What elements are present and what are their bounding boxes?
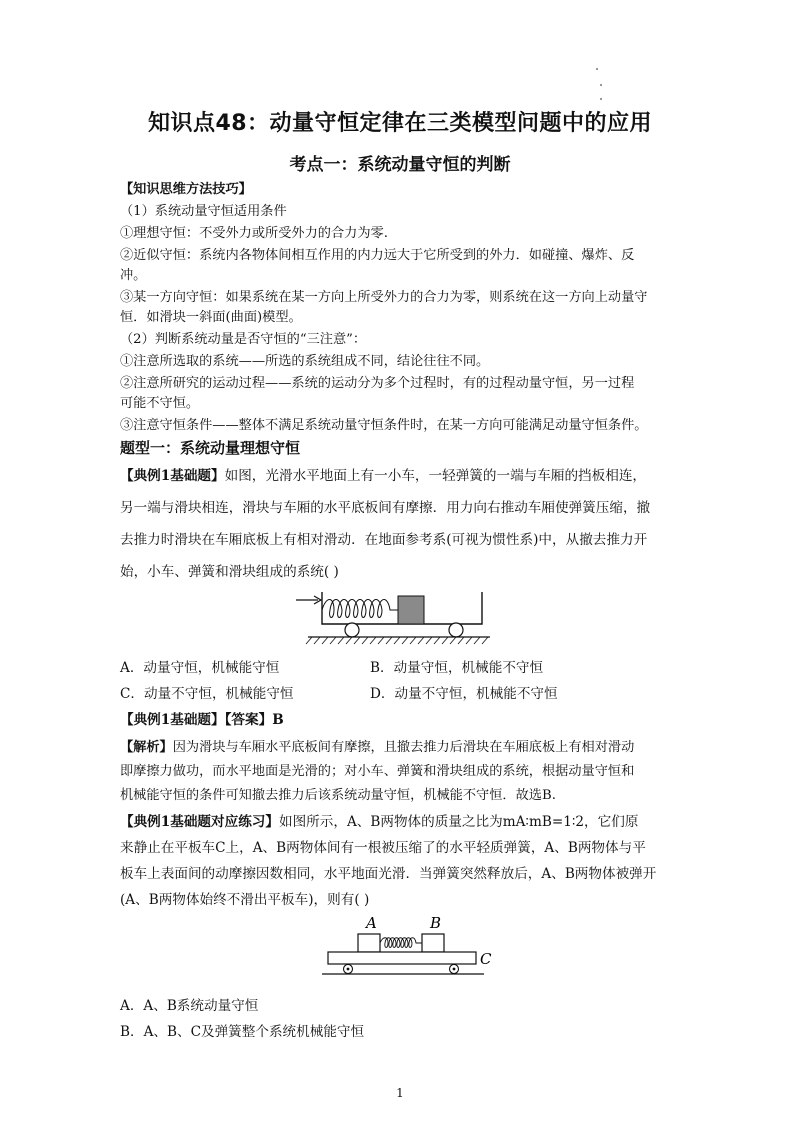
practice-option-a: A．A、B系统动量守恒 bbox=[120, 998, 259, 1014]
label-a: A bbox=[366, 914, 377, 932]
wheel-icon bbox=[345, 623, 359, 637]
practice-text: 如图所示，A、B两物体的质量之比为mA∶mB=1∶2，它们原 bbox=[279, 814, 639, 830]
answer-line bbox=[120, 710, 700, 730]
analysis-text: 因为滑块与车厢水平底板间有摩擦，且撤去推力后滑块在车厢底板上有相对滑动 bbox=[172, 740, 635, 755]
example1-option-d: D．动量不守恒，机械能不守恒 bbox=[370, 686, 558, 702]
example1-text: 如图，光滑水平地面上有一小车，一轻弹簧的一端与车厢的挡板相连， bbox=[224, 468, 647, 484]
label-c: C bbox=[480, 950, 492, 968]
practice-line: (A、B两物体始终不滑出平板车)，则有( ) bbox=[120, 892, 370, 908]
analysis-tag: 【解析】 bbox=[120, 740, 173, 755]
wheel-icon bbox=[449, 623, 463, 637]
method-line: 恒．如滑块一斜面(曲面)模型。 bbox=[120, 310, 302, 325]
plate-cart-figure bbox=[318, 910, 498, 980]
cart-spring-figure bbox=[290, 586, 500, 650]
answer-tag: 【典例1基础题】【答案】 bbox=[120, 712, 273, 728]
method-heading: 【知识思维方法技巧】 bbox=[120, 182, 252, 197]
label-b: B bbox=[430, 914, 442, 932]
method-line: ③注意守恒条件——整体不满足系统动量守恒条件时，在某一方向可能满足动量守恒条件。 bbox=[120, 418, 648, 433]
method-line: ②近似守恒：系统内各物体间相互作用的内力远大于它所受到的外力．如碰撞、爆炸、反 bbox=[120, 248, 635, 263]
spring-icon bbox=[322, 600, 398, 618]
analysis-line: 即摩擦力做功，而水平地面是光滑的；对小车、弹簧和滑块组成的系统，根据动量守恒和 bbox=[120, 764, 635, 779]
example1-line: 始，小车、弹簧和滑块组成的系统( ) bbox=[120, 564, 339, 580]
page-number: 1 bbox=[396, 1086, 404, 1100]
block-b bbox=[422, 934, 444, 952]
example1-line: 去推力时滑块在车厢底板上有相对滑动．在地面参考系(可视为惯性系)中，从撤去推力开 bbox=[120, 532, 648, 548]
analysis-line: 机械能守恒的条件可知撤去推力后该系统动量守恒，机械能不守恒．故选B. bbox=[120, 788, 556, 803]
example1-option-a: A．动量守恒，机械能守恒 bbox=[120, 660, 280, 676]
block-a bbox=[358, 934, 380, 952]
spring-icon bbox=[380, 938, 422, 948]
method-line: ①理想守恒：不受外力或所受外力的合力为零. bbox=[120, 226, 388, 241]
method-line: ①注意所选取的系统——所选的系统组成不同，结论往往不同。 bbox=[120, 354, 490, 369]
method-line: ②注意所研究的运动过程——系统的运动分为多个过程时，有的过程动量守恒，另一过程 bbox=[120, 376, 635, 391]
axle-icon bbox=[453, 968, 456, 971]
example1-option-c: C．动量不守恒，机械能守恒 bbox=[120, 686, 294, 702]
practice-line: 来静止在平板车C上，A、B两物体间有一根被压缩了的水平轻质弹簧，A、B两物体与平 bbox=[120, 840, 646, 856]
example1-tag: 【典例1基础题】 bbox=[120, 468, 225, 484]
section-subtitle: 考点一：系统动量守恒的判断 bbox=[289, 155, 511, 175]
page-title: 知识点48：动量守恒定律在三类模型问题中的应用 bbox=[147, 111, 653, 136]
practice-line bbox=[120, 812, 700, 832]
method-line: （2）判断系统动量是否守恒的“三注意”： bbox=[120, 332, 367, 347]
example1-option-b: B．动量守恒，机械能不守恒 bbox=[370, 660, 544, 676]
example1-line: 另一端与滑块相连，滑块与车厢的水平底板间有摩擦．用力向右推动车厢使弹簧压缩，撤 bbox=[120, 500, 651, 516]
decor-dot bbox=[600, 84, 602, 86]
axle-icon bbox=[347, 968, 350, 971]
analysis-line bbox=[120, 738, 700, 758]
example1-line bbox=[120, 466, 700, 486]
method-line: 冲。 bbox=[120, 268, 147, 283]
method-line: ③某一方向守恒：如果系统在某一方向上所受外力的合力为零，则系统在这一方向上动量守 bbox=[120, 290, 648, 305]
answer-value: B bbox=[272, 712, 284, 728]
question-type-heading: 题型一：系统动量理想守恒 bbox=[120, 439, 301, 457]
practice-tag: 【典例1基础题对应练习】 bbox=[120, 814, 279, 830]
method-line: （1）系统动量守恒适用条件 bbox=[120, 204, 287, 219]
practice-line: 板车上表面间的动摩擦因数相同，水平地面光滑．当弹簧突然释放后，A、B两物体被弹开 bbox=[120, 866, 657, 882]
slider-block bbox=[398, 596, 424, 624]
decor-dot bbox=[596, 68, 598, 70]
practice-option-b: B．A、B、C及弹簧整个系统机械能守恒 bbox=[120, 1024, 365, 1040]
decor-dot bbox=[600, 98, 602, 100]
method-line: 可能不守恒。 bbox=[120, 396, 200, 411]
plate-cart-c bbox=[328, 952, 476, 964]
ground-hatching bbox=[306, 637, 488, 644]
